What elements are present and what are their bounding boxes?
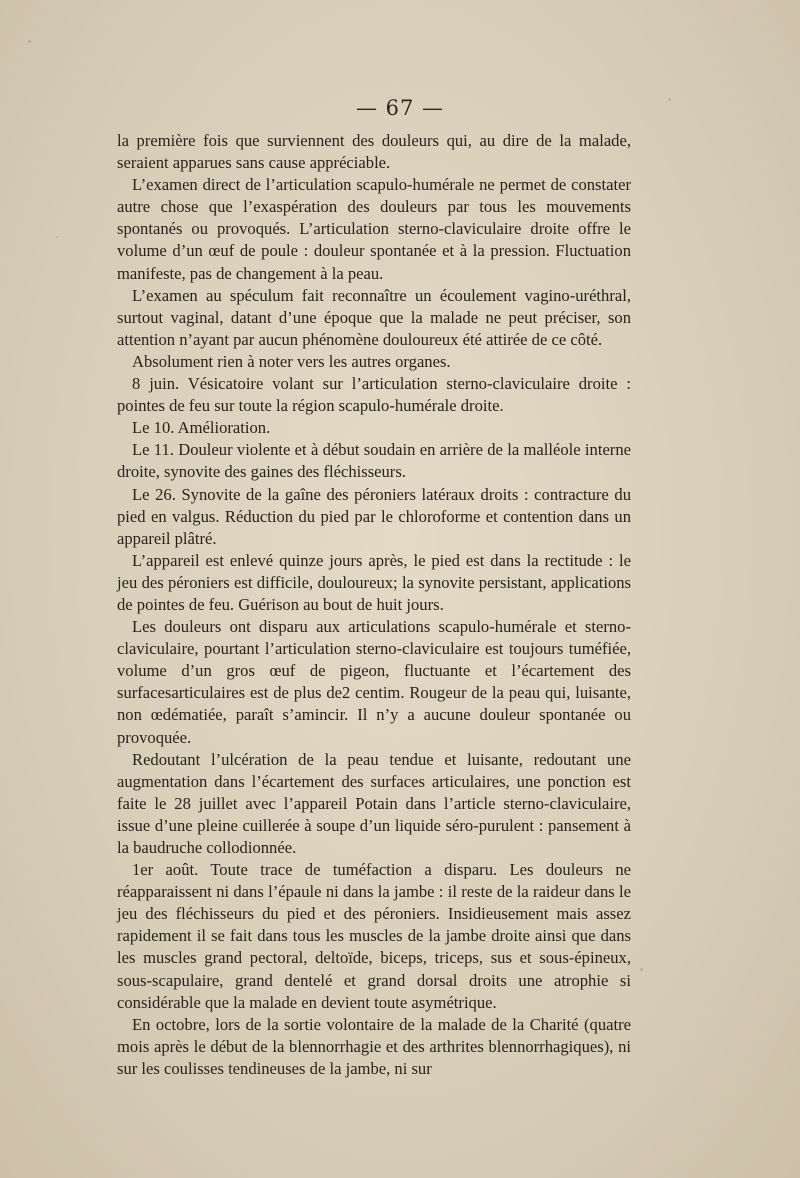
paragraph: Les douleurs ont disparu aux articulations scapulo-humérale et sterno-claviculaire, pourtant l’articulation sterno-claviculaire est toujours tuméfiée, volume d’un gros œuf de pigeon, fluctuante et l’écartement des surfacesarticulaires est de plus de2 centim. Rougeur de la peau qui, luisante, non œdématiée, paraît s’amincir. Il n’y a aucune douleur spontanée ou provoquée.	[117, 617, 631, 747]
paragraph: L’appareil est enlevé quinze jours après, le pied est dans la rectitude : le jeu des péroniers est difficile, douloureux; la synovite persistant, applications de pointes de feu. Guérison au bout de huit jours.	[117, 550, 631, 614]
paragraph: En octobre, lors de la sortie volontaire de la malade de la Charité (quatre mois après le début de la blennorrhagie et des arthrites blennorrhagiques), ni sur les coulisses tendineuses de la jambe, ni sur	[117, 1014, 631, 1078]
paragraph: Le 26. Synovite de la gaîne des péroniers latéraux droits : contracture du pied en valgus. Réduction du pied par le chloroforme et contention dans un appareil plâtré.	[117, 484, 631, 548]
paragraph: L’examen au spéculum fait reconnaître un écoulement vagino-uréthral, surtout vaginal, datant d’une époque que la malade ne peut préciser, son attention n’ayant par aucun phénomène douloureux été attirée de ce côté.	[117, 285, 631, 349]
paper-stain	[56, 236, 58, 238]
paragraph: Absolument rien à noter vers les autres organes.	[132, 351, 451, 371]
paragraph: Redoutant l’ulcération de la peau tendue et luisante, redoutant une augmentation dans l’écartement des surfaces articulaires, une ponction est faite le 28 juillet avec l’appareil Potain dans l’article sterno-claviculaire, issue d’une pleine cuillerée à soupe d’un liquide séro-purulent : pansement à la baudruche collodionnée.	[117, 749, 631, 857]
paragraph: 1er août. Toute trace de tuméfaction a disparu. Les douleurs ne réapparaissent ni dans l’épaule ni dans la jambe : il reste de la raideur dans le jeu des fléchisseurs du pied et des péroniers. Insidieusement mais assez rapidement il se fait dans tous les muscles de la jambe droite ainsi que dans les muscles grand pectoral, deltoïde, biceps, triceps, sus et sous-épineux, sous-scapulaire, grand dentelé et grand dorsal droits une atrophie si considérable que la malade en devient toute asymétrique.	[117, 860, 631, 1012]
paper-stain	[28, 40, 31, 43]
paragraph: 8 juin. Vésicatoire volant sur l’articulation sterno-claviculaire droite : pointes de feu sur toute la région scapulo-humérale droite.	[117, 374, 631, 416]
paper-stain	[640, 968, 643, 971]
page-number: — 67 —	[355, 96, 445, 120]
paragraph: Le 10. Amélioration.	[132, 418, 271, 438]
paragraph: la première fois que surviennent des douleurs qui, au dire de la malade, seraient apparues sans cause appréciable.	[117, 131, 631, 173]
paragraph: Le 11. Douleur violente et à début soudain en arrière de la malléole interne droite, synovite des gaines des fléchisseurs.	[117, 440, 631, 482]
paragraph: L’examen direct de l’articulation scapulo-humérale ne permet de constater autre chose que l’exaspération des douleurs par tous les mouvements spontanés ou provoqués. L’articulation sterno-claviculaire droite offre le volume d’un œuf de poule : douleur spontanée et à la pression. Fluctuation manifeste, pas de changement à la peau.	[117, 175, 631, 283]
body-text	[117, 130, 631, 1080]
